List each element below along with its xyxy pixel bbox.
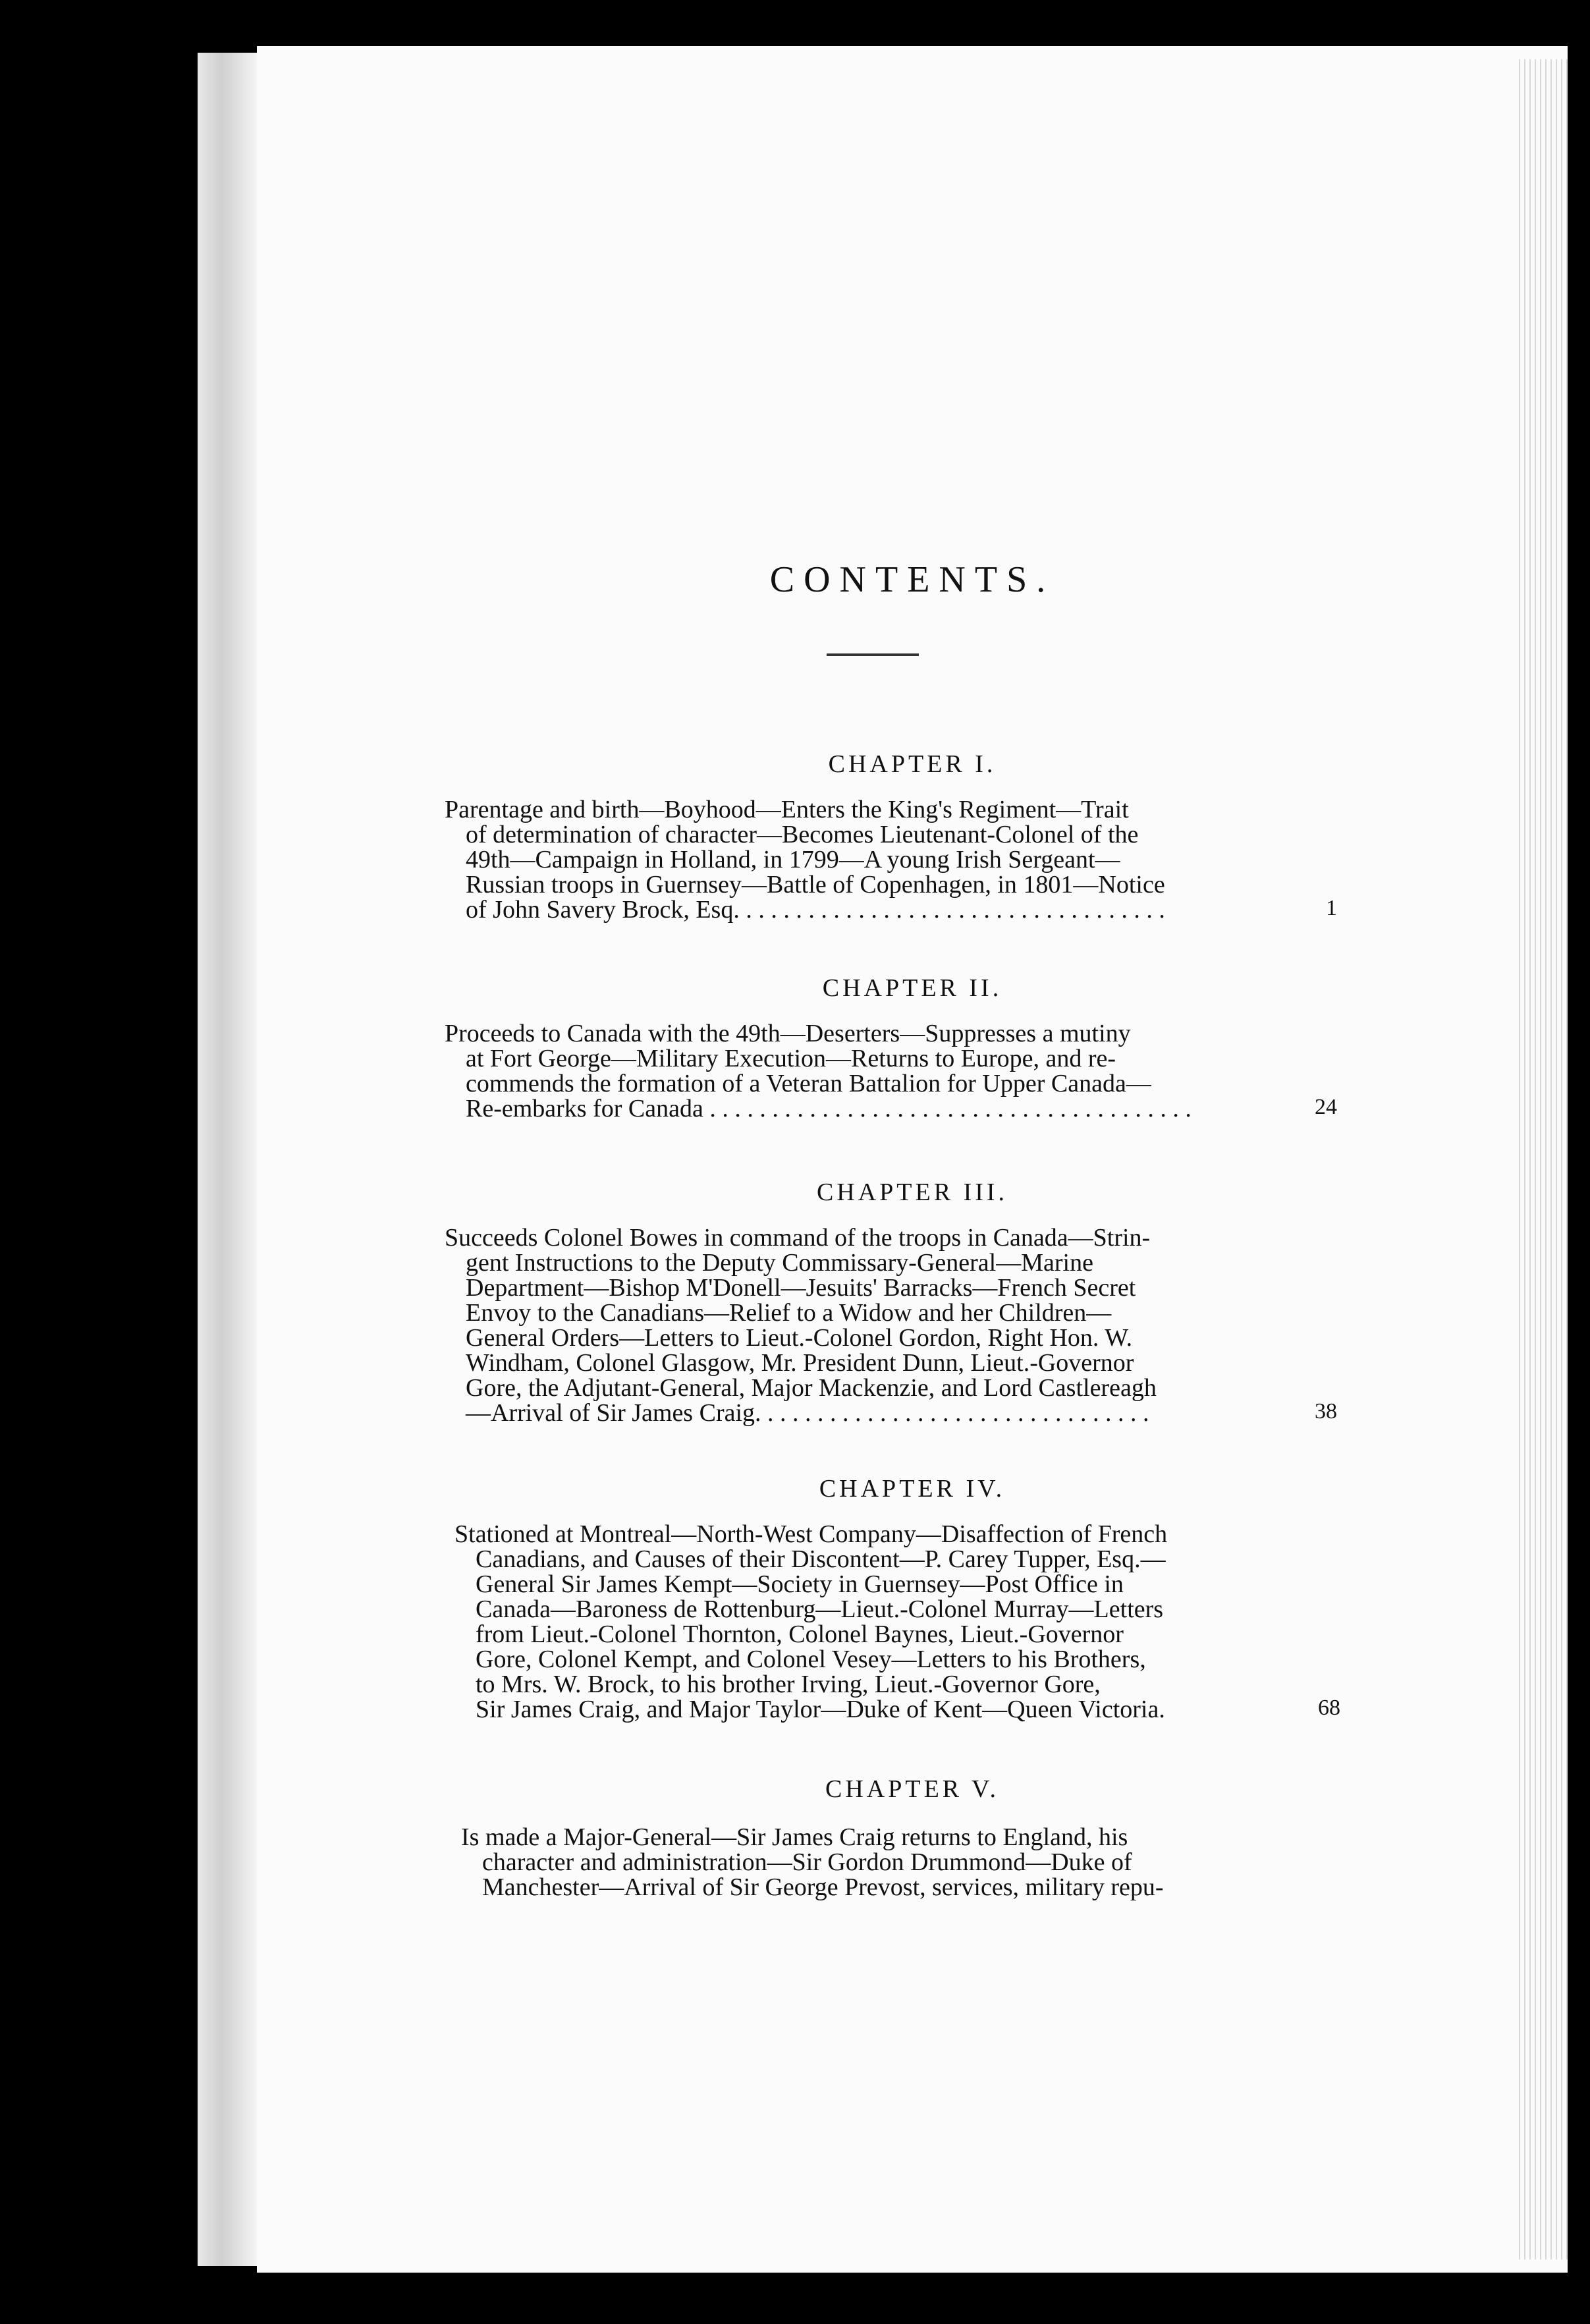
summary-line: Canada—Baroness de Rottenburg—Lieut.-Colonel Murray—Letters [476, 1595, 1164, 1623]
chapter-summary [445, 1021, 1551, 1121]
summary-line: character and administration—Sir Gordon Drummond—Duke of [482, 1848, 1132, 1876]
summary-line: Gore, Colonel Kempt, and Colonel Vesey—Letters to his Brothers, [476, 1646, 1146, 1673]
summary-line: Is made a Major-General—Sir James Craig returns to England, his [461, 1823, 1128, 1851]
summary-line: at Fort George—Military Execution—Returns to Europe, and re- [466, 1045, 1116, 1072]
summary-line: 49th—Campaign in Holland, in 1799—A young Irish Sergeant— [466, 846, 1120, 873]
summary-line: General Sir James Kempt—Society in Guernsey—Post Office in [476, 1570, 1124, 1598]
chapter-title: CHAPTER V. [825, 1775, 999, 1803]
page-number: 38 [1315, 1399, 1337, 1424]
chapter-title: CHAPTER II. [822, 974, 1002, 1002]
scan-gutter [0, 0, 198, 2324]
summary-line: to Mrs. W. Brock, to his brother Irving, Lieut.-Governor Gore, [476, 1671, 1101, 1698]
summary-line: Manchester—Arrival of Sir George Prevost, services, military repu- [482, 1873, 1164, 1901]
chapter-title: CHAPTER IV. [819, 1475, 1006, 1503]
summary-line: Windham, Colonel Glasgow, Mr. President Dunn, Lieut.-Governor [466, 1349, 1134, 1377]
chapter-title: CHAPTER I. [828, 750, 997, 778]
title-rule [827, 653, 919, 656]
page-title: CONTENTS. [769, 559, 1055, 600]
summary-line: from Lieut.-Colonel Thornton, Colonel Baynes, Lieut.-Governor [476, 1620, 1124, 1648]
summary-line: Gore, the Adjutant-General, Major Mackenzie, and Lord Castlereagh [466, 1374, 1157, 1402]
summary-line: Succeeds Colonel Bowes in command of the troops in Canada—Strin- [445, 1224, 1151, 1252]
page-edge [1515, 59, 1568, 2259]
chapter-title: CHAPTER III. [816, 1178, 1008, 1206]
summary-line: Re-embarks for Canada . . . . . . . . . . . . . . . . . . . . . . . . . . . . . . . . . . . . . . . [466, 1095, 1192, 1122]
chapter-summary [454, 1522, 1561, 1722]
summary-line: —Arrival of Sir James Craig. . . . . . . . . . . . . . . . . . . . . . . . . . . . . . . . [466, 1399, 1149, 1427]
chapter-summary [445, 1225, 1551, 1425]
summary-line: Department—Bishop M'Donell—Jesuits' Barracks—French Secret [466, 1274, 1136, 1302]
summary-line: Sir James Craig, and Major Taylor—Duke of Kent—Queen Victoria. [476, 1696, 1165, 1723]
summary-line: commends the formation of a Veteran Battalion for Upper Canada— [466, 1070, 1151, 1097]
chapter-summary [461, 1825, 1568, 1900]
summary-line: gent Instructions to the Deputy Commissary-General—Marine [466, 1249, 1093, 1277]
page-number: 1 [1326, 896, 1337, 920]
binding-strip [198, 53, 257, 2266]
summary-line: Parentage and birth—Boyhood—Enters the King's Regiment—Trait [445, 796, 1129, 823]
summary-line: Envoy to the Canadians—Relief to a Widow and her Children— [466, 1299, 1112, 1327]
summary-line: Russian troops in Guernsey—Battle of Copenhagen, in 1801—Notice [466, 871, 1165, 899]
summary-line: Proceeds to Canada with the 49th—Deserters—Suppresses a mutiny [445, 1020, 1131, 1047]
summary-line: of determination of character—Becomes Lieutenant-Colonel of the [466, 821, 1139, 848]
book-page [257, 46, 1568, 2273]
page-number: 68 [1318, 1696, 1340, 1720]
summary-line: Canadians, and Causes of their Discontent—P. Carey Tupper, Esq.— [476, 1545, 1166, 1573]
page-number: 24 [1315, 1095, 1337, 1119]
summary-line: General Orders—Letters to Lieut.-Colonel Gordon, Right Hon. W. [466, 1324, 1133, 1352]
summary-line: of John Savery Brock, Esq. . . . . . . . . . . . . . . . . . . . . . . . . . . . . . . . . . . [466, 896, 1165, 924]
chapter-summary [445, 797, 1551, 922]
summary-line: Stationed at Montreal—North-West Company—Disaffection of French [454, 1520, 1168, 1548]
